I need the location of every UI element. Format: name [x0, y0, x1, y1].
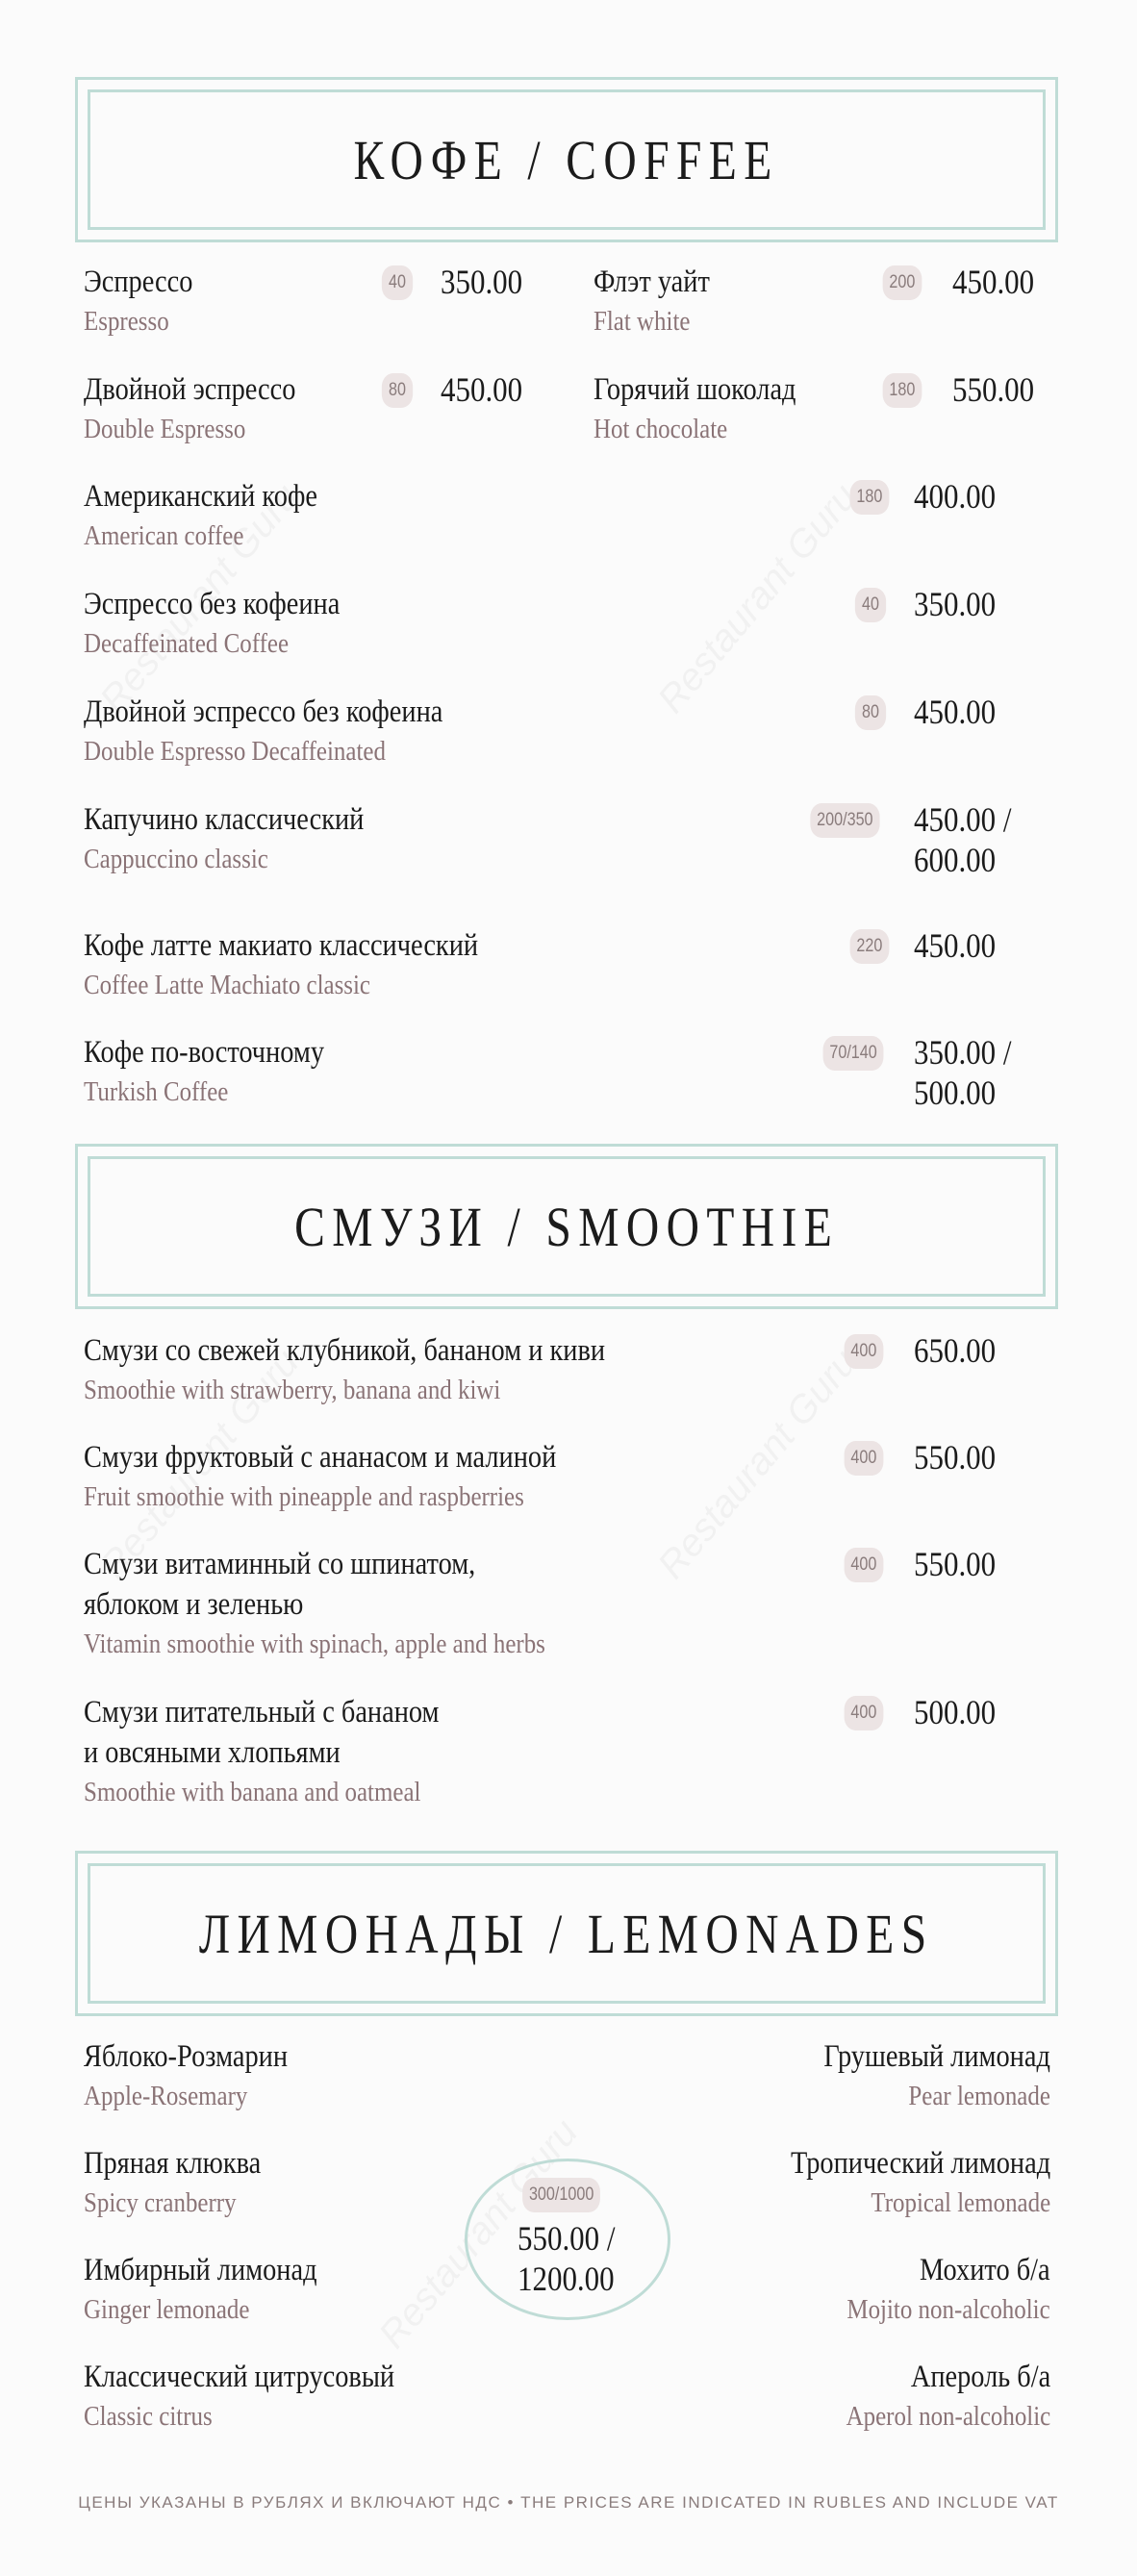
vat-footnote: ЦЕНЫ УКАЗАНЫ В РУБЛЯХ И ВКЛЮЧАЮТ НДС • THE PRICES ARE INDICATED IN RUBLES AND INCLUDE VAT: [78, 2493, 1059, 2512]
price: 650.00: [914, 1331, 997, 1370]
weight-badge: 200: [883, 265, 922, 300]
price: 450.00: [914, 693, 997, 731]
item-name-ru: Капучино классический: [84, 802, 365, 837]
item-name-ru: Кофе по-восточному: [84, 1035, 325, 1070]
item-name-ru: Смузи питательный с бананом: [84, 1695, 440, 1730]
section-title: ЛИМОНАДЫ / LEMONADES: [199, 1902, 934, 1965]
item-name-ru: Мохито б/а: [920, 2253, 1050, 2287]
item-name-ru: Эспрессо: [84, 265, 193, 299]
weight-badge: 40: [382, 265, 413, 300]
item-name-ru: Двойной эспрессо без кофеина: [84, 695, 443, 729]
item-name-en: Smoothie with banana and oatmeal: [84, 1777, 421, 1807]
item-name-ru: Тропический лимонад: [790, 2146, 1050, 2181]
weight-badge: 400: [845, 1441, 884, 1476]
price-large: 500.00: [914, 1073, 997, 1112]
weight-badge: 400: [845, 1334, 884, 1369]
price: 550.00 /: [518, 2219, 616, 2258]
coffee-section-header: [75, 77, 1058, 242]
weight-badge: 400: [845, 1696, 884, 1730]
price: 350.00 /: [914, 1033, 1012, 1072]
item-name-en: Tropical lemonade: [871, 2187, 1050, 2218]
weight-badge: 180: [850, 480, 890, 515]
item-name-ru: Двойной эспрессо: [84, 372, 296, 407]
menu-item: [84, 2357, 445, 2436]
price: 350.00: [441, 263, 523, 301]
menu-item: [84, 1544, 620, 1663]
menu-item: [84, 2036, 321, 2115]
price: 400.00: [914, 477, 997, 516]
lemonades-section-header: [75, 1851, 1058, 2016]
price: 550.00: [914, 1545, 997, 1583]
price-large: 1200.00: [518, 2260, 615, 2298]
item-name-en: Mojito non-alcoholic: [846, 2294, 1050, 2325]
price: 500.00: [914, 1693, 997, 1731]
item-name-ru: Яблоко-Розмарин: [84, 2039, 289, 2074]
menu-item: [594, 369, 829, 448]
section-title: КОФЕ / COFFEE: [353, 128, 780, 191]
item-name-en: Smoothie with strawberry, banana and kiwi: [84, 1375, 501, 1405]
menu-item: [84, 1032, 364, 1111]
item-name-ru: Эспрессо без кофеина: [84, 587, 341, 621]
menu-item: [84, 925, 543, 1004]
weight-badge: 70/140: [823, 1036, 884, 1071]
menu-item: [84, 369, 330, 448]
item-name-en: Ginger lemonade: [84, 2294, 250, 2325]
item-name-ru: Кофе латте макиато классический: [84, 928, 479, 963]
item-name-ru: Флэт уайт: [594, 265, 710, 299]
item-name-ru: Смузи со свежей клубникой, бананом и киви: [84, 1333, 606, 1368]
item-name-ru: Американский кофе: [84, 479, 317, 514]
item-name-ru-line2: яблоком и зеленью: [84, 1587, 304, 1622]
item-name-en: Decaffeinated Coffee: [84, 628, 290, 659]
item-name-en: Classic citrus: [84, 2401, 213, 2432]
menu-item: [787, 2036, 1050, 2115]
menu-item: [84, 692, 501, 770]
item-name-ru-line2: и овсяными хлопьями: [84, 1735, 341, 1770]
item-name-ru: Пряная клюква: [84, 2146, 262, 2181]
menu-item: [84, 2143, 290, 2222]
price: 550.00: [952, 370, 1035, 409]
item-name-en: Hot chocolate: [594, 414, 728, 444]
item-name-en: Apple-Rosemary: [84, 2081, 248, 2111]
menu-item: [84, 1692, 497, 1811]
menu-item: [84, 799, 410, 878]
watermark: [650, 476, 867, 721]
weight-badge: 80: [382, 373, 413, 408]
item-name-en: Coffee Latte Machiato classic: [84, 970, 371, 1000]
item-name-ru: Грушевый лимонад: [823, 2039, 1050, 2074]
weight-badge: 200/350: [810, 803, 879, 838]
menu-item: [84, 584, 382, 663]
menu-item: [813, 2357, 1050, 2436]
menu-item: [594, 262, 729, 341]
item-name-en: Vitamin smoothie with spinach, apple and herbs: [84, 1629, 545, 1659]
price: 450.00: [441, 370, 523, 409]
menu-item: [84, 262, 211, 341]
item-name-en: Turkish Coffee: [84, 1076, 229, 1107]
item-name-en: Spicy cranberry: [84, 2187, 237, 2218]
item-name-en: Espresso: [84, 306, 169, 337]
menu-item: [84, 2250, 355, 2329]
section-title: СМУЗИ / SMOOTHIE: [293, 1195, 840, 1258]
weight-badge: 220: [850, 929, 890, 964]
menu-item: [748, 2143, 1050, 2222]
price: 450.00: [952, 263, 1035, 301]
item-name-en: Fruit smoothie with pineapple and raspberries: [84, 1481, 524, 1512]
item-name-en: Cappuccino classic: [84, 844, 268, 874]
item-name-en: Aperol non-alcoholic: [846, 2401, 1050, 2432]
weight-badge: 180: [883, 373, 922, 408]
item-name-ru: Имбирный лимонад: [84, 2253, 317, 2287]
item-name-en: Pear lemonade: [908, 2081, 1050, 2111]
price: 350.00: [914, 585, 997, 623]
menu-item: [84, 1330, 690, 1409]
weight-badge: 400: [845, 1548, 884, 1582]
price: 450.00 /: [914, 800, 1012, 839]
item-name-en: Flat white: [594, 306, 691, 337]
weight-badge: 300/1000: [522, 2178, 600, 2212]
item-name-ru: Апероль б/а: [910, 2360, 1050, 2394]
item-name-ru: Смузи фруктовый с ананасом и малиной: [84, 1440, 557, 1475]
price: 450.00: [914, 926, 997, 965]
item-name-ru: Смузи витаминный со шпинатом,: [84, 1547, 476, 1581]
weight-badge: 80: [855, 695, 886, 730]
smoothie-section-header: [75, 1144, 1058, 1309]
weight-badge: 40: [855, 588, 886, 622]
menu-item: [84, 476, 356, 555]
item-name-en: American coffee: [84, 520, 244, 551]
price: 550.00: [914, 1438, 997, 1477]
menu-item: [814, 2250, 1050, 2329]
item-name-en: Double Espresso Decaffeinated: [84, 736, 386, 767]
item-name-ru: Горячий шоколад: [594, 372, 796, 407]
menu-item: [84, 1437, 633, 1516]
price-large: 600.00: [914, 841, 997, 879]
item-name-en: Double Espresso: [84, 414, 246, 444]
item-name-ru: Классический цитрусовый: [84, 2360, 395, 2394]
